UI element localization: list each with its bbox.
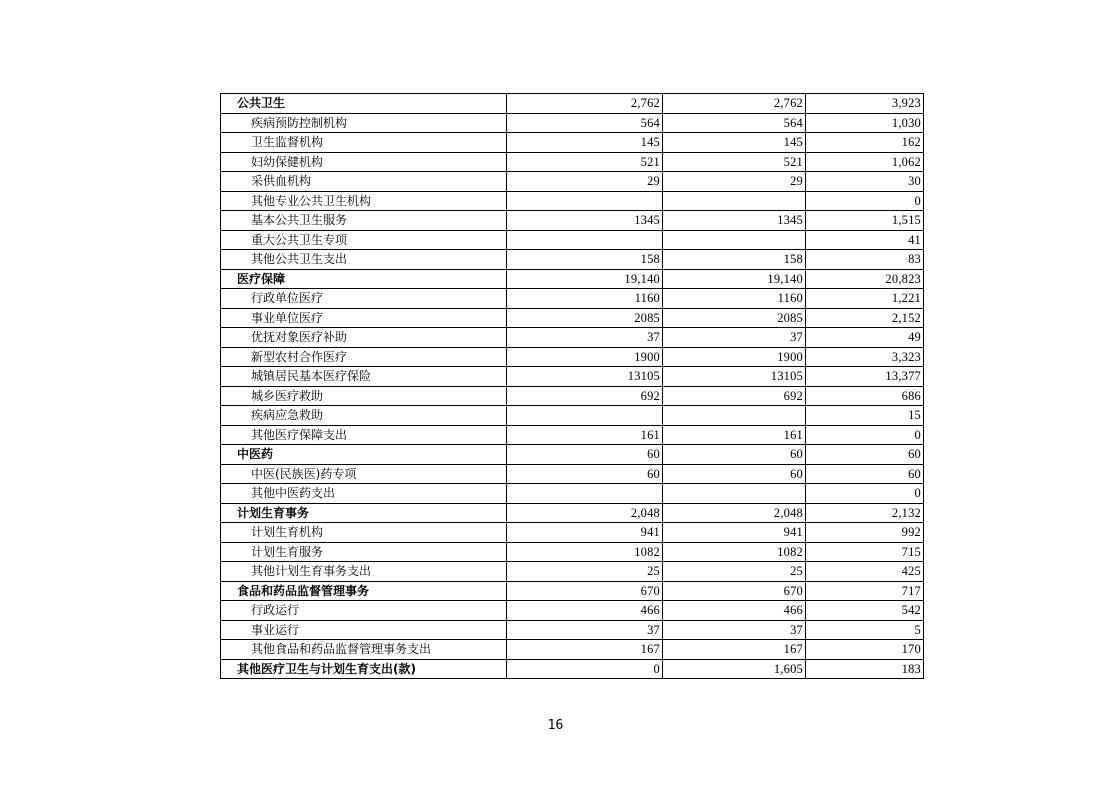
value-cell-3: 5	[806, 620, 924, 640]
table-row	[221, 484, 924, 504]
value-cell-3: 3,323	[806, 347, 924, 367]
value-cell-3: 1,030	[806, 113, 924, 133]
value-cell-2: 161	[663, 425, 806, 445]
value-cell-3: 542	[806, 601, 924, 621]
value-cell-1: 25	[507, 562, 663, 582]
value-cell-1: 521	[507, 152, 663, 172]
category-row	[221, 581, 924, 601]
value-cell-1: 37	[507, 620, 663, 640]
value-cell-3: 60	[806, 445, 924, 465]
item-name-cell: 公共卫生	[221, 94, 507, 114]
value-cell-2: 564	[663, 113, 806, 133]
value-cell-3: 0	[806, 191, 924, 211]
value-cell-3: 1,221	[806, 289, 924, 309]
value-cell-2: 466	[663, 601, 806, 621]
value-cell-1: 29	[507, 172, 663, 192]
category-row	[221, 659, 924, 679]
category-row	[221, 503, 924, 523]
value-cell-1: 2085	[507, 308, 663, 328]
item-name-cell: 事业单位医疗	[221, 308, 507, 328]
value-cell-3: 992	[806, 523, 924, 543]
value-cell-2: 19,140	[663, 269, 806, 289]
item-name-cell: 其他医疗卫生与计划生育支出(款)	[221, 659, 507, 679]
value-cell-1: 670	[507, 581, 663, 601]
value-cell-1: 60	[507, 445, 663, 465]
item-name-cell: 其他专业公共卫生机构	[221, 191, 507, 211]
table-row	[221, 308, 924, 328]
value-cell-1: 941	[507, 523, 663, 543]
item-name-cell: 计划生育机构	[221, 523, 507, 543]
table-row	[221, 113, 924, 133]
table-row	[221, 230, 924, 250]
item-name-cell: 医疗保障	[221, 269, 507, 289]
value-cell-2: 1900	[663, 347, 806, 367]
value-cell-2: 60	[663, 445, 806, 465]
budget-table	[220, 93, 924, 679]
value-cell-1	[507, 484, 663, 504]
value-cell-2: 37	[663, 328, 806, 348]
table-row	[221, 601, 924, 621]
item-name-cell: 行政单位医疗	[221, 289, 507, 309]
item-name-cell: 优抚对象医疗补助	[221, 328, 507, 348]
value-cell-1: 466	[507, 601, 663, 621]
item-name-cell: 事业运行	[221, 620, 507, 640]
value-cell-1: 37	[507, 328, 663, 348]
value-cell-2: 167	[663, 640, 806, 660]
value-cell-2: 13105	[663, 367, 806, 387]
value-cell-3: 425	[806, 562, 924, 582]
table-row	[221, 425, 924, 445]
table-row	[221, 464, 924, 484]
value-cell-2: 2,048	[663, 503, 806, 523]
value-cell-2: 692	[663, 386, 806, 406]
value-cell-3: 49	[806, 328, 924, 348]
value-cell-2	[663, 230, 806, 250]
item-name-cell: 疾病应急救助	[221, 406, 507, 426]
table-row	[221, 620, 924, 640]
value-cell-1	[507, 230, 663, 250]
value-cell-1: 564	[507, 113, 663, 133]
item-name-cell: 妇幼保健机构	[221, 152, 507, 172]
value-cell-1: 0	[507, 659, 663, 679]
value-cell-3: 717	[806, 581, 924, 601]
item-name-cell: 基本公共卫生服务	[221, 211, 507, 231]
page-number: 16	[547, 718, 564, 733]
value-cell-2: 25	[663, 562, 806, 582]
table-row	[221, 640, 924, 660]
item-name-cell: 城镇居民基本医疗保险	[221, 367, 507, 387]
table-row	[221, 250, 924, 270]
category-row	[221, 269, 924, 289]
value-cell-1: 60	[507, 464, 663, 484]
value-cell-3: 1,515	[806, 211, 924, 231]
value-cell-3: 2,132	[806, 503, 924, 523]
table-row	[221, 133, 924, 153]
item-name-cell: 采供血机构	[221, 172, 507, 192]
item-name-cell: 计划生育服务	[221, 542, 507, 562]
value-cell-3: 715	[806, 542, 924, 562]
value-cell-1: 2,048	[507, 503, 663, 523]
value-cell-1	[507, 191, 663, 211]
value-cell-2: 1082	[663, 542, 806, 562]
value-cell-1: 1082	[507, 542, 663, 562]
value-cell-3: 686	[806, 386, 924, 406]
item-name-cell: 城乡医疗救助	[221, 386, 507, 406]
value-cell-3: 60	[806, 464, 924, 484]
item-name-cell: 行政运行	[221, 601, 507, 621]
value-cell-3: 83	[806, 250, 924, 270]
item-name-cell: 卫生监督机构	[221, 133, 507, 153]
value-cell-3: 3,923	[806, 94, 924, 114]
value-cell-3: 162	[806, 133, 924, 153]
item-name-cell: 其他公共卫生支出	[221, 250, 507, 270]
item-name-cell: 食品和药品监督管理事务	[221, 581, 507, 601]
item-name-cell: 中医(民族医)药专项	[221, 464, 507, 484]
value-cell-2: 941	[663, 523, 806, 543]
table-row	[221, 211, 924, 231]
table-row	[221, 347, 924, 367]
item-name-cell: 疾病预防控制机构	[221, 113, 507, 133]
value-cell-1: 158	[507, 250, 663, 270]
category-row	[221, 94, 924, 114]
value-cell-2: 60	[663, 464, 806, 484]
value-cell-3: 13,377	[806, 367, 924, 387]
item-name-cell: 其他食品和药品监督管理事务支出	[221, 640, 507, 660]
table-row	[221, 523, 924, 543]
value-cell-2	[663, 484, 806, 504]
value-cell-3: 15	[806, 406, 924, 426]
value-cell-3: 20,823	[806, 269, 924, 289]
item-name-cell: 新型农村合作医疗	[221, 347, 507, 367]
table-row	[221, 289, 924, 309]
budget-table-body	[221, 94, 924, 679]
table-row	[221, 328, 924, 348]
value-cell-3: 2,152	[806, 308, 924, 328]
value-cell-2: 1160	[663, 289, 806, 309]
value-cell-1: 1345	[507, 211, 663, 231]
value-cell-1: 19,140	[507, 269, 663, 289]
value-cell-1: 1160	[507, 289, 663, 309]
value-cell-3: 0	[806, 484, 924, 504]
item-name-cell: 中医药	[221, 445, 507, 465]
category-row	[221, 445, 924, 465]
value-cell-2: 521	[663, 152, 806, 172]
item-name-cell: 其他计划生育事务支出	[221, 562, 507, 582]
item-name-cell: 重大公共卫生专项	[221, 230, 507, 250]
value-cell-2: 2085	[663, 308, 806, 328]
value-cell-2: 1345	[663, 211, 806, 231]
table-row	[221, 406, 924, 426]
value-cell-3: 183	[806, 659, 924, 679]
table-row	[221, 562, 924, 582]
item-name-cell: 其他医疗保障支出	[221, 425, 507, 445]
value-cell-1: 1900	[507, 347, 663, 367]
value-cell-3: 1,062	[806, 152, 924, 172]
value-cell-2: 2,762	[663, 94, 806, 114]
value-cell-2: 145	[663, 133, 806, 153]
value-cell-1: 692	[507, 386, 663, 406]
value-cell-2: 29	[663, 172, 806, 192]
value-cell-2: 37	[663, 620, 806, 640]
item-name-cell: 其他中医药支出	[221, 484, 507, 504]
value-cell-3: 0	[806, 425, 924, 445]
table-row	[221, 191, 924, 211]
value-cell-2	[663, 406, 806, 426]
table-row	[221, 367, 924, 387]
value-cell-3: 170	[806, 640, 924, 660]
value-cell-3: 41	[806, 230, 924, 250]
value-cell-1: 167	[507, 640, 663, 660]
table-row	[221, 542, 924, 562]
value-cell-1: 145	[507, 133, 663, 153]
value-cell-1: 161	[507, 425, 663, 445]
value-cell-1	[507, 406, 663, 426]
table-row	[221, 386, 924, 406]
item-name-cell: 计划生育事务	[221, 503, 507, 523]
value-cell-2: 1,605	[663, 659, 806, 679]
table-row	[221, 152, 924, 172]
value-cell-2: 670	[663, 581, 806, 601]
value-cell-1: 2,762	[507, 94, 663, 114]
value-cell-2	[663, 191, 806, 211]
value-cell-3: 30	[806, 172, 924, 192]
table-row	[221, 172, 924, 192]
value-cell-2: 158	[663, 250, 806, 270]
value-cell-1: 13105	[507, 367, 663, 387]
